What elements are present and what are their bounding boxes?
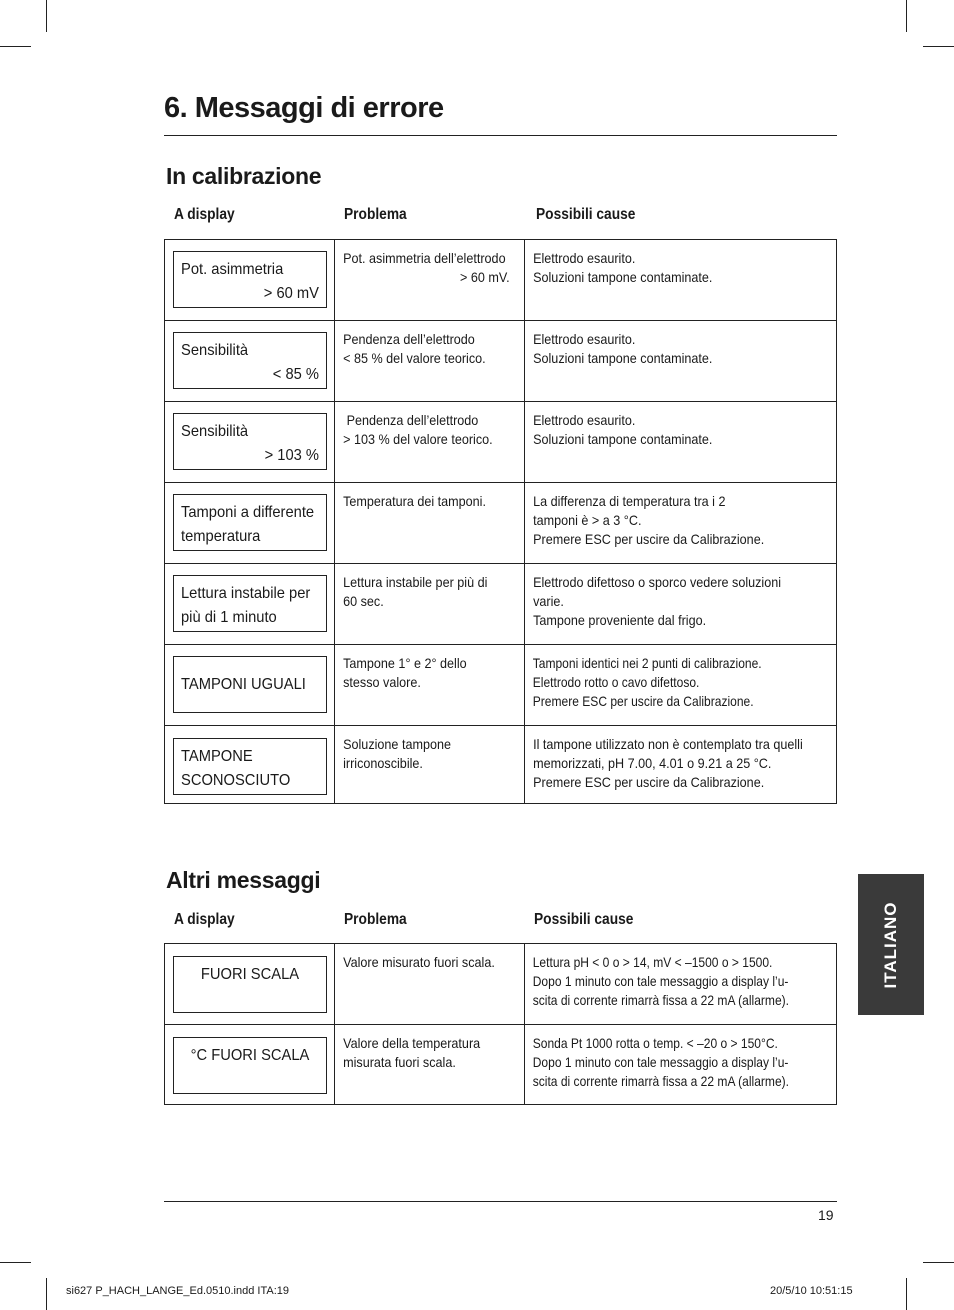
display-text: FUORI SCALA [200,966,300,983]
causes-cell [525,726,805,792]
problem-cell [335,564,505,611]
display-box [173,738,327,795]
problem-text: Valore della temperatura [343,1035,481,1051]
page-title: 6. Messaggi di errore [164,92,444,124]
table-row [165,944,837,1025]
problem-text: stesso valore. [343,674,421,690]
table-row [165,564,837,645]
problem-text: Pot. asimmetria dell’elettrodo [343,250,506,266]
table-row [165,402,837,483]
cause-text: Premere ESC per uscire da Calibrazione. [533,774,765,790]
problem-text: irriconoscibile. [343,755,423,771]
causes-cell [525,1025,792,1091]
cause-text: tamponi è > a 3 °C. [533,512,642,528]
causes-cell [525,564,805,630]
display-text: Sensibilità [181,342,249,359]
cause-text: La differenza di temperatura tra i 2 [533,493,726,509]
cause-text: Soluzioni tampone contaminate. [533,431,713,447]
problem-text: > 60 mV. [459,269,510,285]
table-row [165,1025,837,1105]
causes-cell [525,645,792,711]
cause-text: Dopo 1 minuto con tale messaggio a display l’u- [532,1054,789,1070]
footer-divider [164,1201,837,1202]
display-box [173,956,327,1013]
display-text: SCONOSCIUTO [181,772,291,789]
problem-text: > 103 % del valore teorico. [343,431,493,447]
problem-text: Temperatura dei tamponi. [343,493,486,509]
problem-cell [335,321,505,368]
display-text: temperatura [181,528,261,545]
cause-text: memorizzati, pH 7.00, 4.01 o 9.21 a 25 °C. [533,755,772,771]
display-box [173,413,327,470]
title-divider [164,135,837,136]
cause-text: Elettrodo rotto o cavo difettoso. [532,674,700,690]
causes-cell [525,944,792,1010]
problem-text: < 85 % del valore teorico. [343,350,486,366]
display-box [173,656,327,713]
problem-text: Valore misurato fuori scala. [343,954,495,970]
table-row [165,645,837,726]
slug-timestamp: 20/5/10 10:51:15 [770,1285,853,1297]
cause-text: Soluzioni tampone contaminate. [533,350,713,366]
column-header-display: A display [174,206,235,223]
display-text: Lettura instabile per [181,585,311,602]
problem-text: 60 sec. [343,593,384,609]
table-row [165,726,837,804]
cause-text: scita di corrente rimarrà fissa a 22 mA (allarme). [532,1073,790,1089]
problem-text: Pendenza dell’elettrodo [343,412,479,428]
language-tab-label: ITALIANO [881,900,900,989]
display-box [173,251,327,308]
cause-text: Lettura pH < 0 o > 14, mV < –1500 o > 1500. [532,954,773,970]
problem-cell [335,1025,505,1072]
problem-cell [335,483,505,511]
crop-mark [46,0,47,32]
problem-cell [335,726,505,773]
cause-text: scita di corrente rimarrà fissa a 22 mA (allarme). [532,992,790,1008]
display-box [173,494,327,551]
crop-mark [923,46,954,47]
table-row [165,240,837,321]
crop-mark [906,1278,907,1310]
cause-text: Elettrodo esaurito. [533,331,636,347]
table-row [165,321,837,402]
problem-cell [335,645,505,692]
column-header-causes: Possibili cause [536,206,636,223]
display-text: Sensibilità [181,423,249,440]
column-header-causes: Possibili cause [534,911,634,928]
causes-cell [525,483,805,549]
causes-cell [525,402,805,449]
cause-text: Elettrodo difettoso o sporco vedere soluzioni [533,574,782,590]
display-box [173,332,327,389]
crop-mark [0,1262,31,1263]
crop-mark [46,1278,47,1310]
problem-cell [335,944,505,972]
problem-text: Lettura instabile per più di [343,574,488,590]
cause-text: Sonda Pt 1000 rotta o temp. < –20 o > 150°C. [532,1035,778,1051]
cause-text: Elettrodo esaurito. [533,250,636,266]
display-text: TAMPONE [181,748,253,765]
display-text: °C FUORI SCALA [190,1047,310,1064]
display-text: > 60 mV [263,285,319,302]
display-text: < 85 % [272,366,319,383]
column-header-display: A display [174,911,235,928]
problem-text: Tampone 1° e 2° dello [343,655,467,671]
table-row [165,483,837,564]
crop-mark [923,1262,954,1263]
cause-text: Il tampone utilizzato non è contemplato tra quelli [533,736,803,752]
display-text: Pot. asimmetria [181,261,284,278]
problem-cell [335,402,505,449]
section-title-calibrazione: In calibrazione [166,163,322,189]
calibration-messages-table [164,239,837,804]
display-text: TAMPONI UGUALI [181,676,306,693]
cause-text: Tamponi identici nei 2 punti di calibrazione. [532,655,762,671]
cause-text: Premere ESC per uscire da Calibrazione. [532,693,754,709]
other-messages-table [164,943,837,1105]
display-box [173,575,327,632]
display-text: Tamponi a differente [181,504,315,521]
problem-text: misurata fuori scala. [343,1054,456,1070]
page-number: 19 [818,1207,834,1223]
crop-mark [0,46,31,47]
problem-text: Soluzione tampone [343,736,451,752]
cause-text: Dopo 1 minuto con tale messaggio a display l’u- [532,973,789,989]
display-box [173,1037,327,1094]
column-header-problem: Problema [344,911,407,928]
section-title-altri-messaggi: Altri messaggi [166,867,321,893]
crop-mark [906,0,907,32]
display-text: > 103 % [264,447,319,464]
language-tab [858,874,924,1015]
causes-cell [525,321,805,368]
cause-text: Soluzioni tampone contaminate. [533,269,713,285]
causes-cell [525,240,805,287]
cause-text: Elettrodo esaurito. [533,412,636,428]
cause-text: Premere ESC per uscire da Calibrazione. [533,531,765,547]
cause-text: varie. [533,593,564,609]
problem-text: Pendenza dell’elettrodo [343,331,475,347]
cause-text: Tampone proveniente dal frigo. [533,612,707,628]
display-text: più di 1 minuto [181,609,277,626]
slug-file-info: si627 P_HACH_LANGE_Ed.0510.indd ITA:19 [66,1285,289,1297]
problem-cell [335,240,510,287]
column-header-problem: Problema [344,206,407,223]
